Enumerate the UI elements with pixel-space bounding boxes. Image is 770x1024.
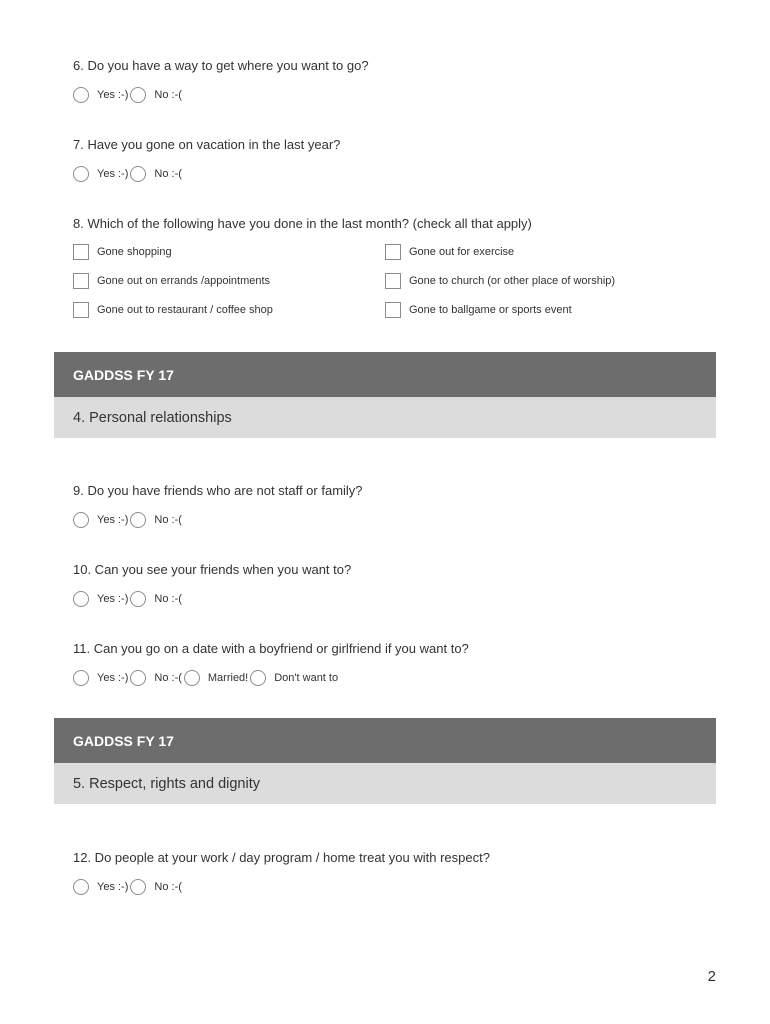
question-11-text: 11. Can you go on a date with a boyfriend or girlfriend if you want to? (73, 641, 469, 656)
radio-circle[interactable] (130, 879, 146, 895)
radio-circle[interactable] (130, 670, 146, 686)
checkbox-box[interactable] (385, 244, 401, 260)
checkbox-label: Gone to church (or other place of worship) (409, 275, 616, 287)
checkbox-box[interactable] (73, 273, 89, 289)
question-10-text: 10. Can you see your friends when you want to? (73, 562, 352, 577)
question-12-text: 12. Do people at your work / day program / home treat you with respect? (73, 850, 490, 865)
checkbox-box[interactable] (385, 273, 401, 289)
q12-no-radio[interactable] (130, 879, 184, 895)
radio-label: Married! (207, 672, 249, 684)
checkbox-label: Gone out to restaurant / coffee shop (97, 304, 273, 316)
radio-circle[interactable] (73, 670, 89, 686)
radio-circle[interactable] (73, 879, 89, 895)
section-5-header: GADDSS FY 17 (54, 718, 716, 763)
question-12-options (73, 877, 184, 897)
question-7-text: 7. Have you gone on vacation in the last year? (73, 137, 341, 152)
q8-checkbox-shopping[interactable] (73, 244, 172, 260)
radio-circle[interactable] (73, 512, 89, 528)
radio-label: No :-( (154, 514, 182, 526)
radio-circle[interactable] (130, 87, 146, 103)
radio-label: Yes :-) (97, 593, 129, 605)
q10-yes-radio[interactable] (73, 591, 130, 607)
radio-circle[interactable] (73, 87, 89, 103)
radio-circle[interactable] (184, 670, 200, 686)
q6-no-radio[interactable] (130, 87, 184, 103)
radio-label: No :-( (154, 881, 182, 893)
checkbox-label: Gone to ballgame or sports event (409, 304, 572, 316)
q9-yes-radio[interactable] (73, 512, 130, 528)
q8-checkbox-restaurant[interactable] (73, 302, 273, 318)
checkbox-box[interactable] (385, 302, 401, 318)
checkbox-box[interactable] (73, 244, 89, 260)
q12-yes-radio[interactable] (73, 879, 130, 895)
question-6-text: 6. Do you have a way to get where you want to go? (73, 58, 369, 73)
radio-label: Yes :-) (97, 168, 129, 180)
q11-dont-want-radio[interactable] (250, 670, 340, 686)
q7-no-radio[interactable] (130, 166, 184, 182)
checkbox-box[interactable] (73, 302, 89, 318)
question-7-options (73, 164, 184, 184)
radio-label: Yes :-) (97, 514, 129, 526)
radio-circle[interactable] (130, 166, 146, 182)
question-6-options (73, 85, 184, 105)
q8-checkbox-church[interactable] (385, 273, 615, 289)
radio-label: Yes :-) (97, 89, 129, 101)
radio-label: No :-( (154, 168, 182, 180)
radio-circle[interactable] (250, 670, 266, 686)
question-11-options (73, 668, 340, 688)
q9-no-radio[interactable] (130, 512, 184, 528)
radio-label: No :-( (154, 593, 182, 605)
radio-label: Yes :-) (97, 672, 129, 684)
page-number: 2 (707, 968, 716, 985)
q8-checkbox-ballgame[interactable] (385, 302, 572, 318)
question-8-text: 8. Which of the following have you done in the last month? (check all that apply) (73, 216, 532, 231)
section-5-title: 5. Respect, rights and dignity (54, 763, 716, 804)
question-10-options (73, 589, 184, 609)
q11-yes-radio[interactable] (73, 670, 130, 686)
checkbox-label: Gone out for exercise (409, 246, 515, 258)
q6-yes-radio[interactable] (73, 87, 130, 103)
section-4-header: GADDSS FY 17 (54, 352, 716, 397)
q7-yes-radio[interactable] (73, 166, 130, 182)
radio-label: No :-( (154, 89, 182, 101)
radio-circle[interactable] (130, 591, 146, 607)
radio-circle[interactable] (73, 591, 89, 607)
question-9-options (73, 510, 184, 530)
radio-circle[interactable] (130, 512, 146, 528)
radio-label: Yes :-) (97, 881, 129, 893)
q8-checkbox-exercise[interactable] (385, 244, 514, 260)
q11-no-radio[interactable] (130, 670, 184, 686)
radio-label: Don't want to (274, 672, 339, 684)
radio-circle[interactable] (73, 166, 89, 182)
question-9-text: 9. Do you have friends who are not staff or family? (73, 483, 363, 498)
q11-married-radio[interactable] (184, 670, 250, 686)
checkbox-label: Gone out on errands /appointments (97, 275, 271, 287)
radio-label: No :-( (154, 672, 182, 684)
q10-no-radio[interactable] (130, 591, 184, 607)
checkbox-label: Gone shopping (97, 246, 172, 258)
section-4-title: 4. Personal relationships (54, 397, 716, 438)
q8-checkbox-errands[interactable] (73, 273, 270, 289)
